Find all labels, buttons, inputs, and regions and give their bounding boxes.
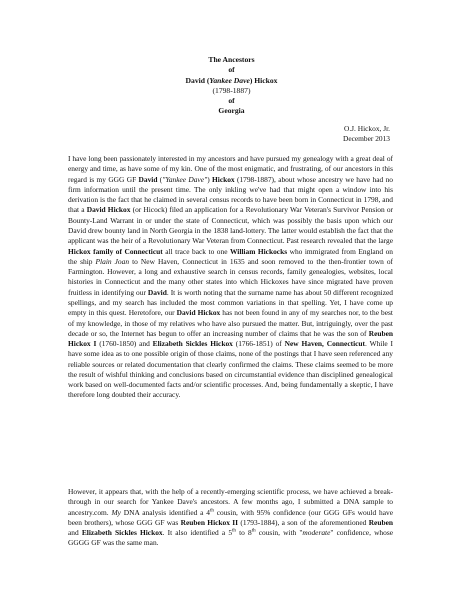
p2-bold: Reuben Hickox II [180,517,239,527]
p2-superscript: th [209,508,214,514]
p2-italic: moderate [302,528,331,538]
p1-text: (1760-1850) and [96,339,153,349]
p2-bold: Elizabeth Sickles Hickox [81,528,163,538]
title-dates: (1798-1887) [212,85,251,95]
title-name-pre: David ( [185,75,210,85]
p1-text: (1798-1887), about whose ancestry we have had no firm information until the present time. The only inkling we've had that might open a window into his derivation is the fact that he claimed in several census records to have been born in Connecticut in 1798, and that a [68,174,393,215]
p1-bold: William Hickocks [229,246,288,256]
p2-text: (1793-1884), a son of the aforementioned [238,517,369,527]
title-place: Georgia [218,106,245,116]
date: December 2013 [343,134,390,144]
p1-text: (1766-1851) of [232,339,285,349]
p2-text: " confidence, whose GGGG GF was the same man. [68,528,393,548]
p2-text: cousin, with " [255,528,303,538]
p1-bold: David Hickox [86,205,131,215]
p1-bold: David [138,174,158,184]
p1-text: who immigrated from England on the ship [68,246,393,266]
title-line-name [0,76,463,86]
title-nickname: Yankee Dave [209,75,250,85]
p1-bold: David [147,287,167,297]
paragraph-2 [68,487,393,549]
p2-text: cousin, with 95% confidence (our GGG GFs would have been brothers), whose GGG GF was [68,507,393,527]
p1-bold: David Hickox [176,308,221,318]
p1-bold: Hickox [212,174,235,184]
p2-text: and [68,528,82,538]
byline [343,124,390,144]
p1-bold: Reuben Hickox I [68,328,393,349]
p1-bold: New Haven, Connecticut [284,339,366,349]
p1-bold: Hickox family of Connecticut [68,246,163,256]
p1-text: . It is worth noting that the surname name has about 50 different recognized spellings, and my search has included the most common variations in that spelling. Yet, I have come up empty in this quest. Heretofore, our [68,287,393,318]
p1-text: all trace back to one [162,246,230,256]
title-block [0,55,463,117]
p1-text: . While I have some idea as to one possible origin of those claims, none of the postings that I have seen referenced any reliable sources or related documentation that clearly confirmed the claims. These claims seemed to be more the result of wishful thinking and conclusions based on circumstantial evidence than disciplined genealogical work based on well-documented facts and/or scientific processes. And, being fundamentally a skeptic, I have therefore long doubted their accuracy. [68,339,394,400]
p2-italic: My [111,507,121,517]
p2-text: DNA analysis identified a 4 [120,507,210,517]
p1-text: (or Hicock) filed an application for a Revolutionary War Veteran's Survivor Pension or Bounty-Land Warrant in or under the state of Connecticut, which was possibly the basis upon which our David drew bounty land in North Georgia in the 1838 land-lottery. The latter would establish the fact that the applicant was the heir of a Revolutionary War Veteran from Connecticut. Past research revealed that the large [68,205,393,246]
title-line-ancestors: The Ancestors [208,55,255,64]
p1-text: ( [157,174,163,184]
author: O.J. Hickox, Jr. [344,124,390,133]
p2-text: However, it appears that, with the help of a recently-emerging scientific process, we have achieved a break-through in our search for Yankee Dave's ancestors. A few months ago, I submitted a DNA sample to ancestry.com. [68,487,393,517]
p2-text: . It also identified a 5 [162,528,233,538]
title-line-of: of [228,65,235,75]
p2-bold: Reuben [368,517,393,527]
p1-italic: Plain Joan [95,256,130,266]
p1-bold: Elizabeth Sickles Hickox [152,339,233,349]
p1-text: has not been found in any of my searches nor, to the best of my knowledge, in those of my relatives who have also pursued the matter. But, intriguingly, over the past decade or so, the Internet has begun to offer an increasing number of claims that he was the son of [68,308,393,338]
title-name-post: ) Hickox [249,75,278,85]
p1-text: ) [207,174,212,184]
p1-text: to New Haven, Connecticut in 1635 and soon removed to the then-frontier town of Farmington. However, a long and exhaustive search in census records, family genealogies, websites, local histories in Connecticut and the many other states into which Hickoxes have since migrated have proven fruitless in identifying our [68,256,394,297]
paragraph-1 [68,154,393,401]
p1-text: I have long been passionately interested in my ancestors and have pursued my genealogy with a great deal of energy and time, as have some of my kin. One of the most enigmatic, and frustrating, of our ancestors in this regard is my GGG GF [68,154,393,184]
p2-superscript: th [251,528,256,534]
p1-italic: "Yankee Dave" [162,174,208,184]
p2-superscript: th [232,528,236,534]
p2-text: to 8 [235,528,252,538]
title-line-of-2: of [228,96,235,106]
